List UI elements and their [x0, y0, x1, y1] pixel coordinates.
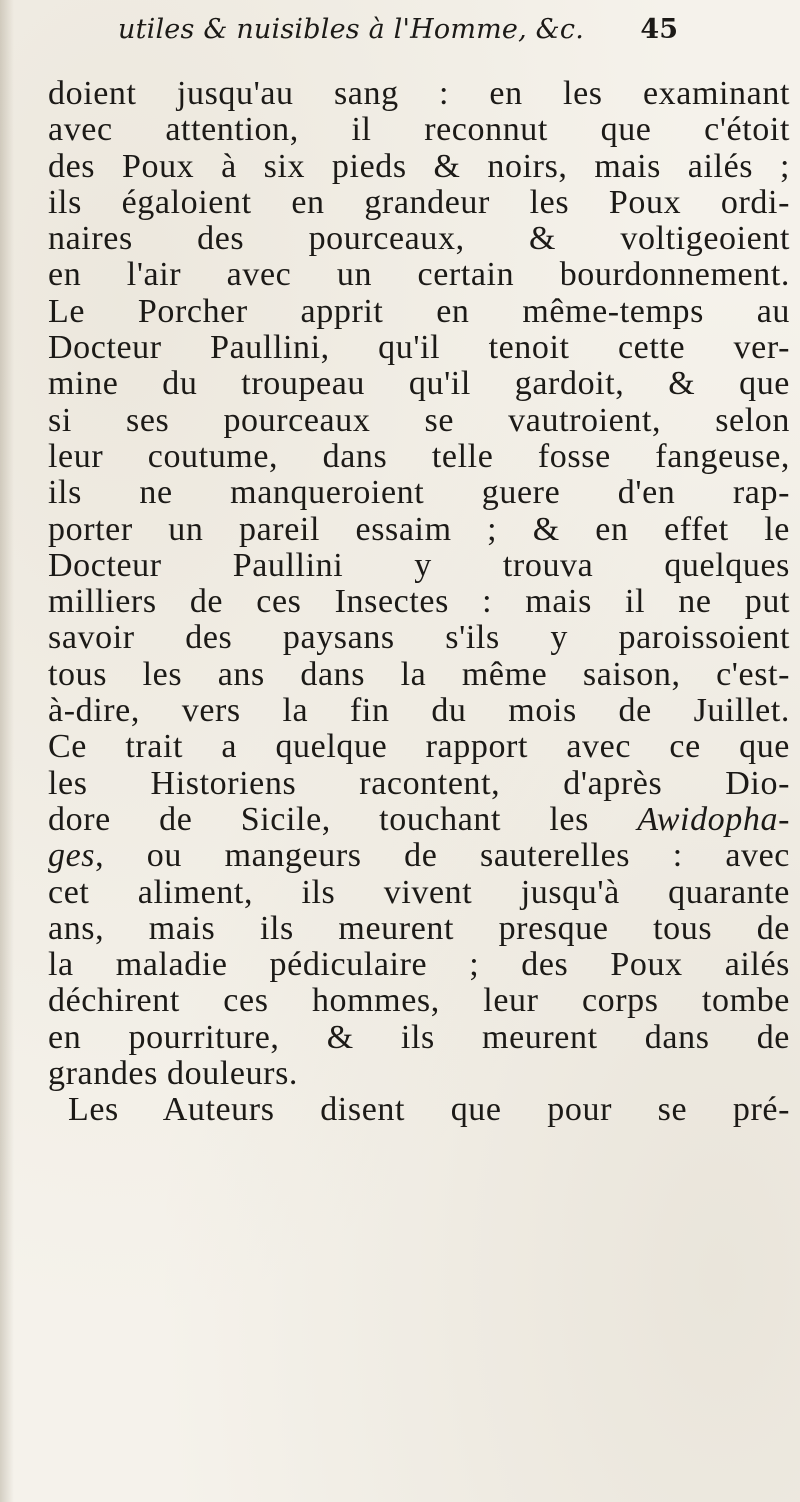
text-line: Le Porcher apprit en même-temps au — [48, 292, 790, 330]
text-line: cet aliment, ils vivent jusqu'à quarante — [48, 873, 790, 911]
text-line: doient jusqu'au sang : en les examinant — [48, 75, 790, 112]
body-text — [48, 76, 790, 1129]
text-line: les Historiens racontent, d'après Dio- — [48, 764, 790, 802]
text-line: Docteur Paullini y trouva quelques — [48, 546, 790, 584]
text-line: milliers de ces Insectes : mais il ne put — [48, 583, 790, 621]
text-line: Docteur Paullini, qu'il tenoit cette ver- — [48, 329, 790, 367]
italic-term: Awidopha- — [637, 800, 790, 838]
text-line: grandes douleurs. — [48, 1055, 299, 1093]
text-line: ils ne manqueroient guere d'en rap- — [48, 474, 790, 512]
text-line: porter un pareil essaim ; & en effet le — [48, 510, 790, 548]
text-line: ges, ou mangeurs de sauterelles : avec — [48, 837, 790, 875]
text-line: à-dire, vers la fin du mois de Juillet. — [48, 692, 790, 730]
text-line: ils égaloient en grandeur les Poux ordi- — [48, 183, 790, 221]
page-gutter-shadow — [0, 0, 14, 1502]
text-line: Les Auteurs disent que pour se pré- — [68, 1091, 790, 1129]
page-number: 45 — [640, 14, 678, 45]
text-line: dore de Sicile, touchant les Awidopha- — [48, 800, 790, 838]
text-line: naires des pourceaux, & voltigeoient — [48, 220, 790, 258]
text-line: leur coutume, dans telle fosse fangeuse, — [48, 437, 790, 475]
text-line: tous les ans dans la même saison, c'est- — [48, 655, 790, 693]
running-title: utiles & nuisibles à l'Homme, &c. — [118, 14, 585, 45]
text-line: savoir des paysans s'ils y paroissoient — [48, 619, 790, 657]
text-line: des Poux à six pieds & noirs, mais ailés ; — [48, 147, 790, 185]
running-head — [118, 14, 678, 70]
text-line: en pourriture, & ils meurent dans de — [48, 1018, 790, 1056]
text-line: la maladie pédiculaire ; des Poux ailés — [48, 946, 790, 984]
text-line: déchirent ces hommes, leur corps tombe — [48, 982, 790, 1020]
text-line: avec attention, il reconnut que c'étoit — [48, 111, 790, 149]
text-line: en l'air avec un certain bourdonnement. — [48, 256, 790, 294]
text-line: mine du troupeau qu'il gardoit, & que — [48, 365, 790, 403]
text-line: Ce trait a quelque rapport avec ce que — [48, 728, 790, 766]
text-line: si ses pourceaux se vautroient, selon — [48, 401, 790, 439]
text-line: ans, mais ils meurent presque tous de — [48, 909, 790, 947]
italic-term: ges — [48, 837, 96, 875]
